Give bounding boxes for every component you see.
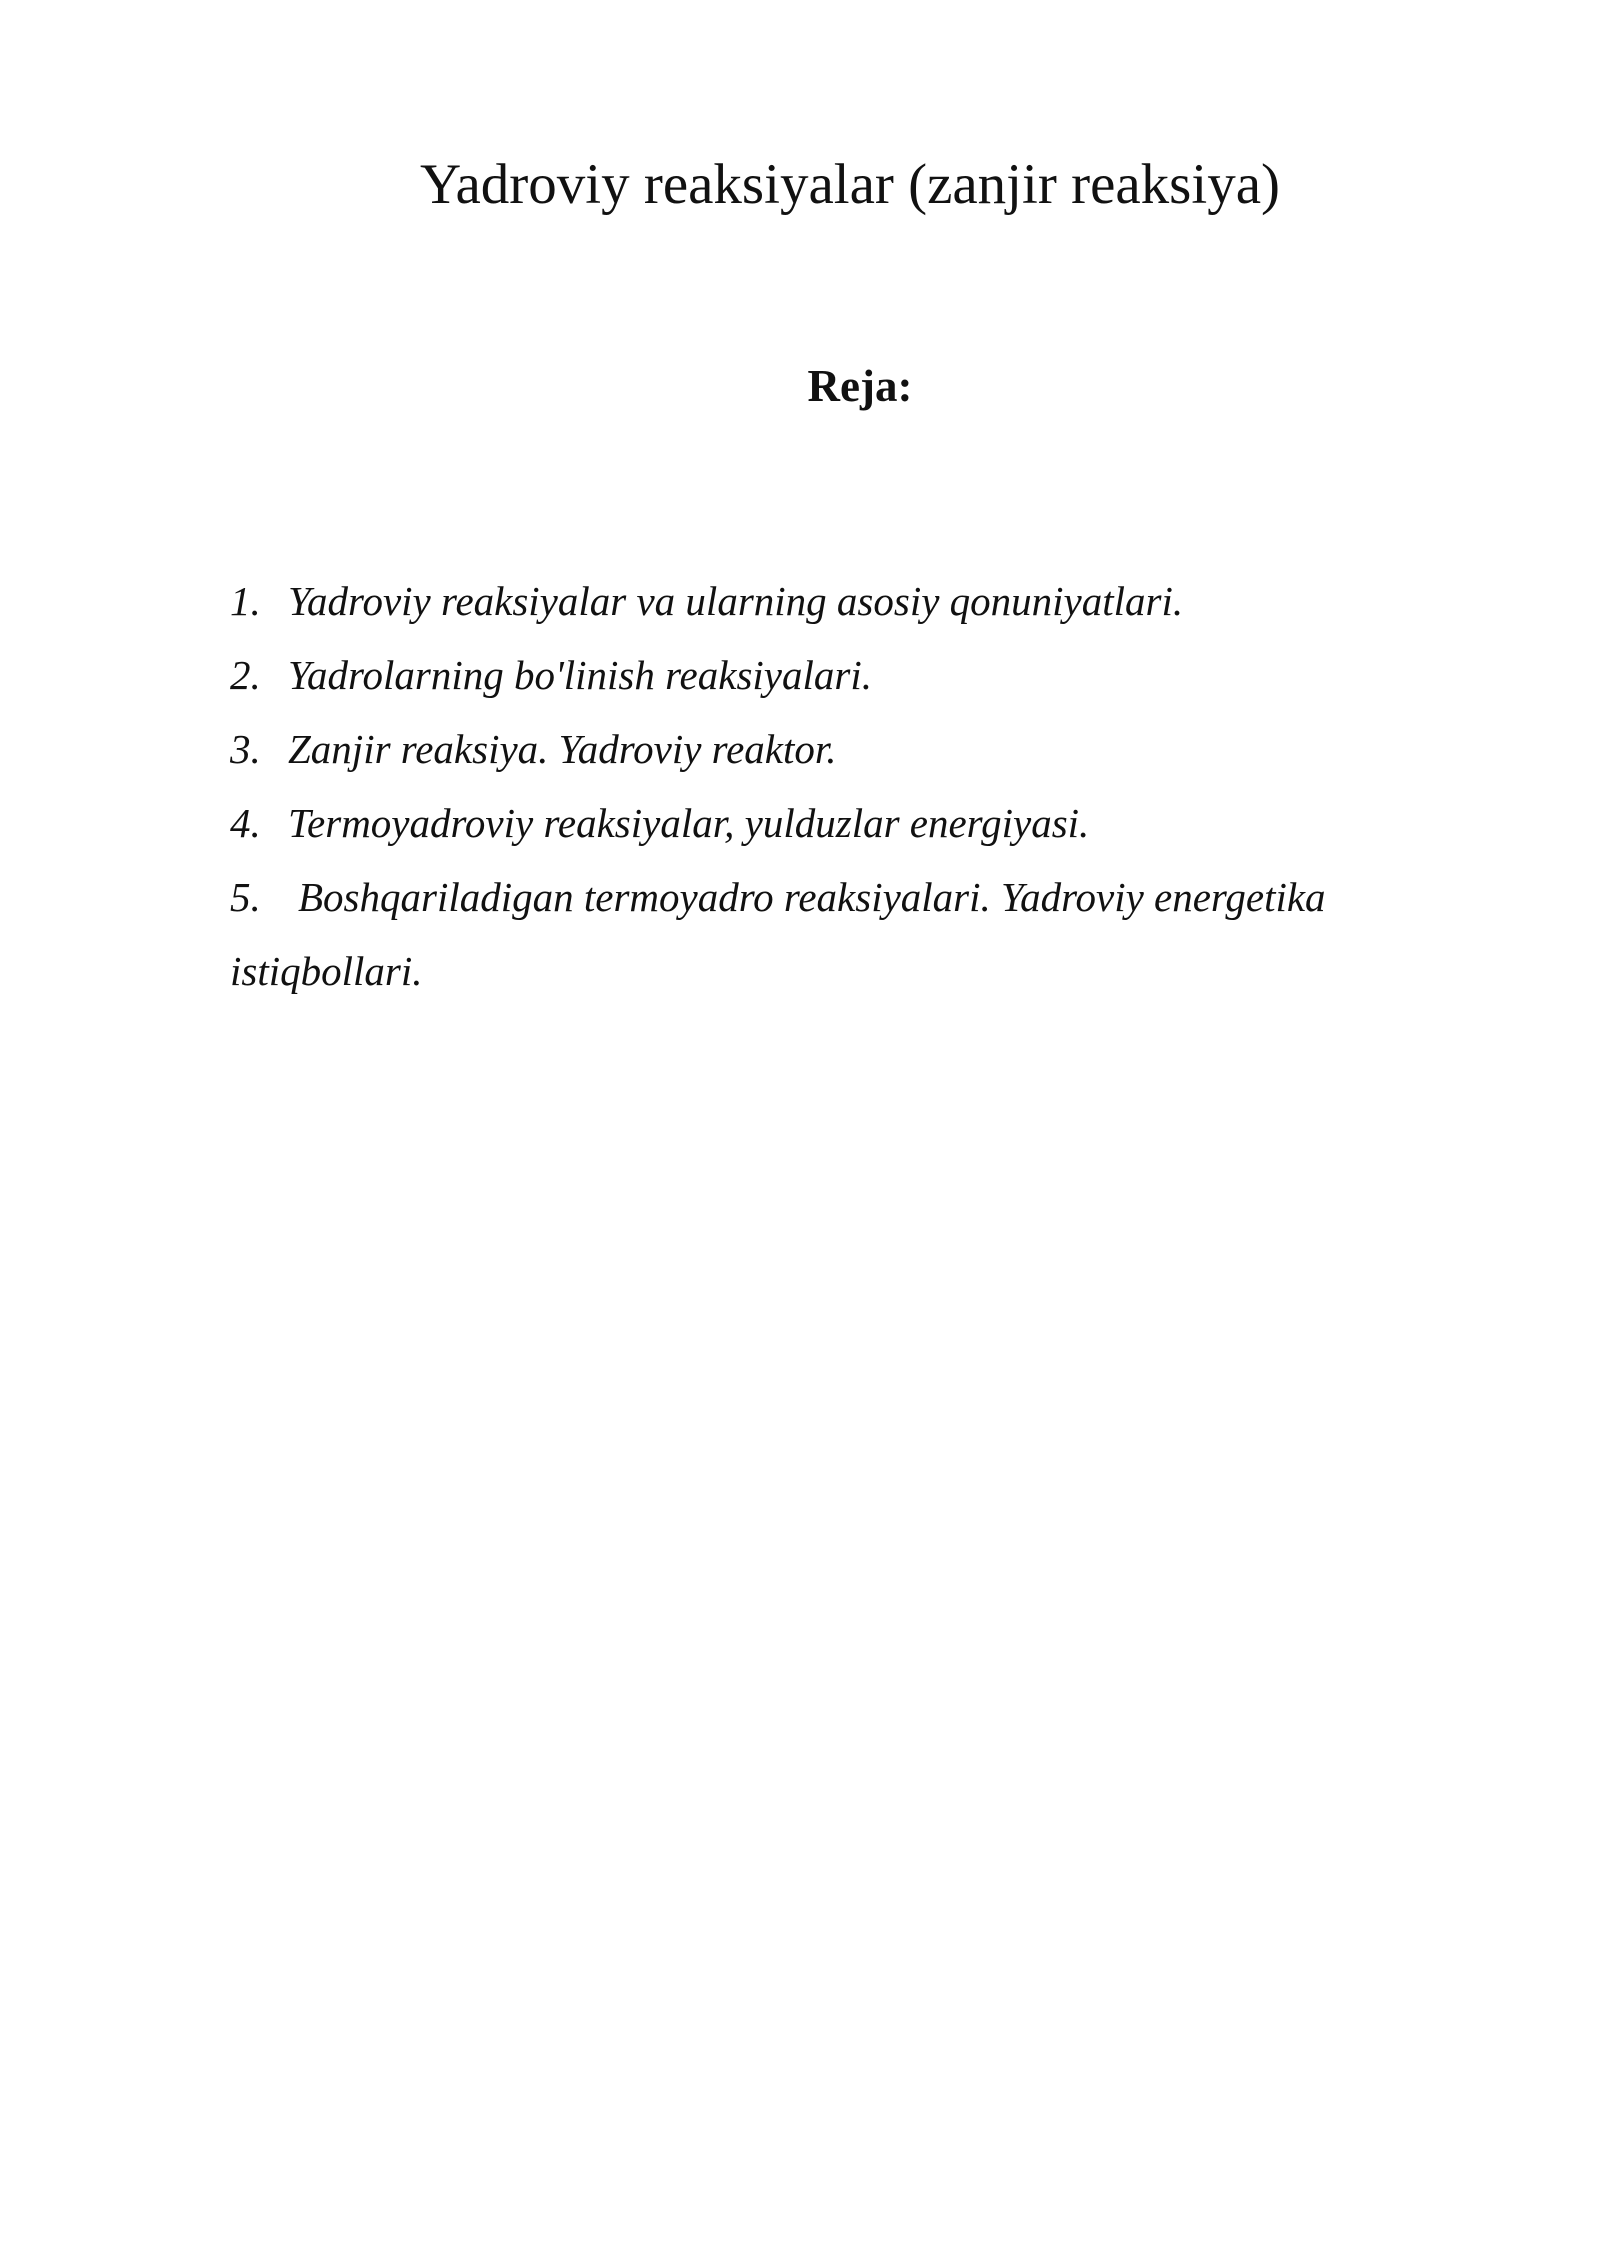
plan-item: [230, 786, 1410, 860]
plan-item-text: Termoyadroviy reaksiyalar, yulduzlar energiyasi.: [288, 800, 1090, 846]
plan-item-number: 1.: [230, 578, 261, 624]
plan-list: [230, 564, 1410, 1008]
plan-item: [230, 564, 1410, 638]
plan-item-text: Boshqariladigan termoyadro reaksiyalari. Yadroviy energetika istiqbollari.: [230, 874, 1326, 994]
plan-item-text: Yadroviy reaksiyalar va ularning asosiy qonuniyatlari.: [288, 578, 1184, 624]
plan-item: [230, 860, 1410, 1008]
plan-item-number: 3.: [230, 726, 261, 772]
plan-heading: Reja:: [807, 361, 913, 411]
plan-item-number: 4.: [230, 800, 261, 846]
plan-item: [230, 638, 1410, 712]
plan-item-text: Yadrolarning bo'linish reaksiyalari.: [288, 652, 872, 698]
plan-item-number: 5.: [230, 874, 261, 920]
plan-item-number: 2.: [230, 652, 261, 698]
plan-item: [230, 712, 1410, 786]
document-title: Yadroviy reaksiyalar (zanjir reaksiya): [420, 153, 1280, 216]
plan-item-text: Zanjir reaksiya. Yadroviy reaktor.: [288, 726, 837, 772]
